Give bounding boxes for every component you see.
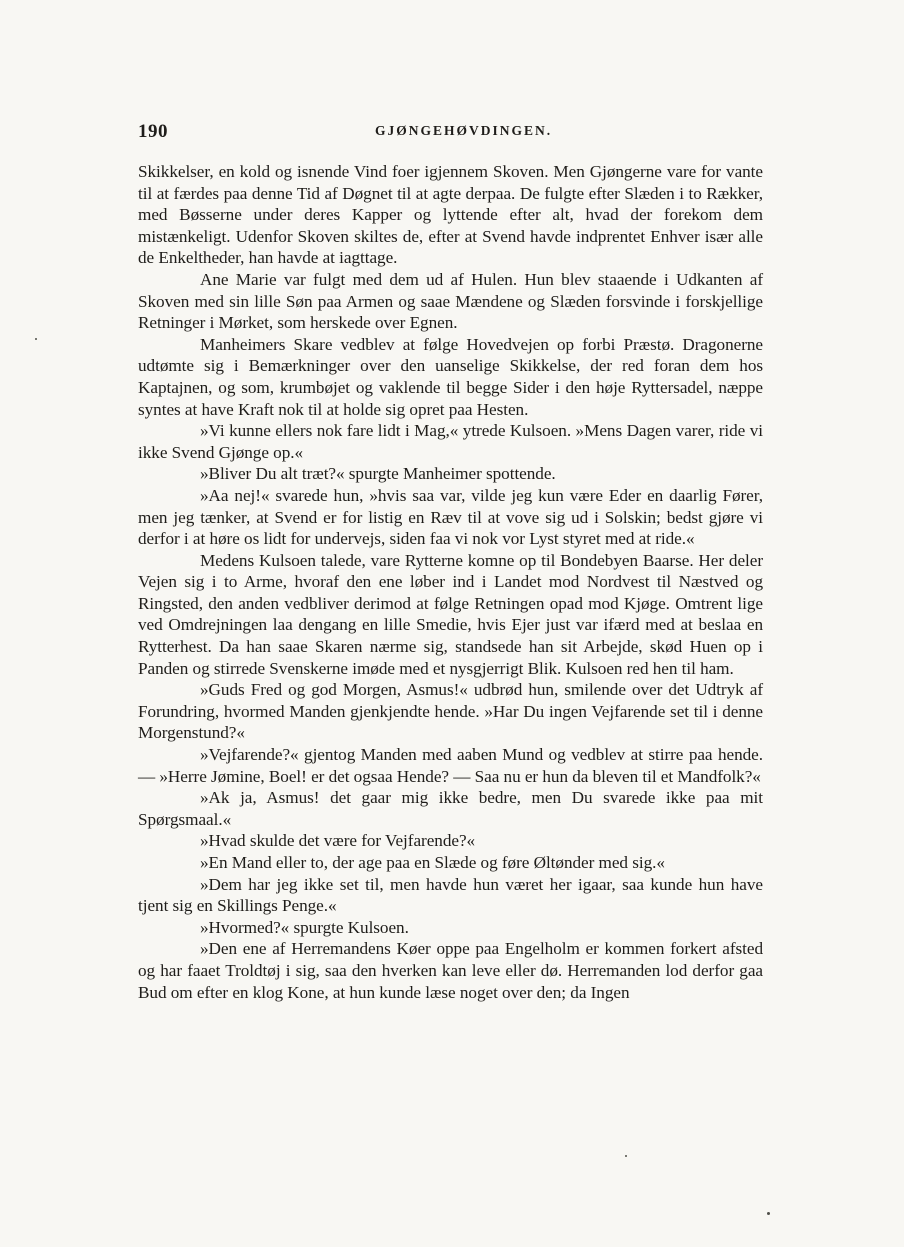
running-title: GJØNGEHØVDINGEN. [375, 123, 553, 138]
paragraph: »Hvormed?« spurgte Kulsoen. [200, 917, 409, 937]
paragraph: »Dem har jeg ikke set til, men havde hun været her igaar, saa kunde hun have tjent sig en Skillings Penge.« [138, 874, 763, 916]
paragraph: Manheimers Skare vedblev at følge Hovedvejen op forbi Præstø. Dragonerne udtømte sig i Bemærkninger over den uanselige Skikkelse, der red foran dem hos Kaptajnen, og som, krumbøjet og vaklende til begge Sider i den høje Ryttersadel, næppe syntes at have Kraft nok til at holde sig opret paa Hesten. [138, 334, 763, 419]
paragraph: »Den ene af Herremandens Køer oppe paa Engelholm er kommen forkert afsted og har faaet Troldtøj i sig, saa den hverken kan leve eller dø. Herremanden lod derfor gaa Bud om efter en klog Kone, at hun kunde læse noget over den; da Ingen [138, 939, 763, 1002]
page-speck [625, 1155, 627, 1157]
page-speck [35, 338, 37, 340]
paragraph: »Guds Fred og god Morgen, Asmus!« udbrød hun, smilende over det Udtryk af Forundring, hvormed Manden gjenkjendte hende. »Har Du ingen Vejfarende set til i denne Morgenstund?« [138, 680, 763, 743]
paragraph: »Vi kunne ellers nok fare lidt i Mag,« ytrede Kulsoen. »Mens Dagen varer, ride vi ikke Svend Gjønge op.« [138, 421, 763, 462]
paragraph: »Hvad skulde det være for Vejfarende?« [200, 831, 476, 851]
page-header [138, 121, 763, 145]
paragraph: »Aa nej!« svarede hun, »hvis saa var, vilde jeg kun være Eder en daarlig Fører, men jeg tænker, at Svend er for listig en Ræv til at vove sig ud i Solskin; bedst gjøre vi derfor i at høre os lidt for undervejs, siden faa vi nok vor Lyst styret med at ride.« [138, 485, 763, 549]
page-number: 190 [138, 121, 168, 142]
paragraph: »Bliver Du alt træt?« spurgte Manheimer spottende. [200, 464, 556, 484]
paragraph: Medens Kulsoen talede, vare Rytterne komne op til Bondebyen Baarse. Her deler Vejen sig i to Arme, hvoraf den ene løber ind i Landet mod Nordvest til Næstved og Ringsted, den anden vedbliver derimod at følge Retningen opad mod Kjøge. Omtrent lige ved Omdrejningen laa dengang en lille Smedie, hvis Ejer just var ifærd med at beslaa en Rytterhest. Da han saae Skaren nærme sig, standsede han sit Arbejde, skød Huen op i Panden og stirrede Svenskerne imøde med et nysgjerrigt Blik. Kulsoen red hen til ham. [138, 550, 763, 678]
paragraph: Skikkelser, en kold og isnende Vind foer igjennem Skoven. Men Gjøngerne vare for vante til at færdes paa denne Tid af Døgnet til at agte derpaa. De fulgte efter Slæden i to Rækker, med Bøsserne under deres Kapper og lyttende efter alt, hvad der forekom dem mistænkeligt. Udenfor Skoven skiltes de, efter at Svend havde indprentet Enhver især alle de Enkeltheder, han havde at iagttage. [138, 162, 763, 268]
paragraph: »En Mand eller to, der age paa en Slæde og føre Øltønder med sig.« [200, 853, 665, 872]
body-text [138, 161, 763, 1003]
paragraph: »Ak ja, Asmus! det gaar mig ikke bedre, men Du svarede ikke paa mit Spørgsmaal.« [138, 788, 763, 829]
page-speck [767, 1212, 770, 1215]
paragraph: »Vejfarende?« gjentog Manden med aaben Mund og vedblev at stirre paa hende. — »Herre Jømine, Boel! er det ogsaa Hende? — Saa nu er hun da bleven til et Mandfolk?« [138, 745, 763, 786]
paragraph: Ane Marie var fulgt med dem ud af Hulen. Hun blev staaende i Udkanten af Skoven med sin lille Søn paa Armen og saae Mændene og Slæden forsvinde i forskjellige Retninger i Mørket, som herskede over Egnen. [138, 269, 763, 333]
